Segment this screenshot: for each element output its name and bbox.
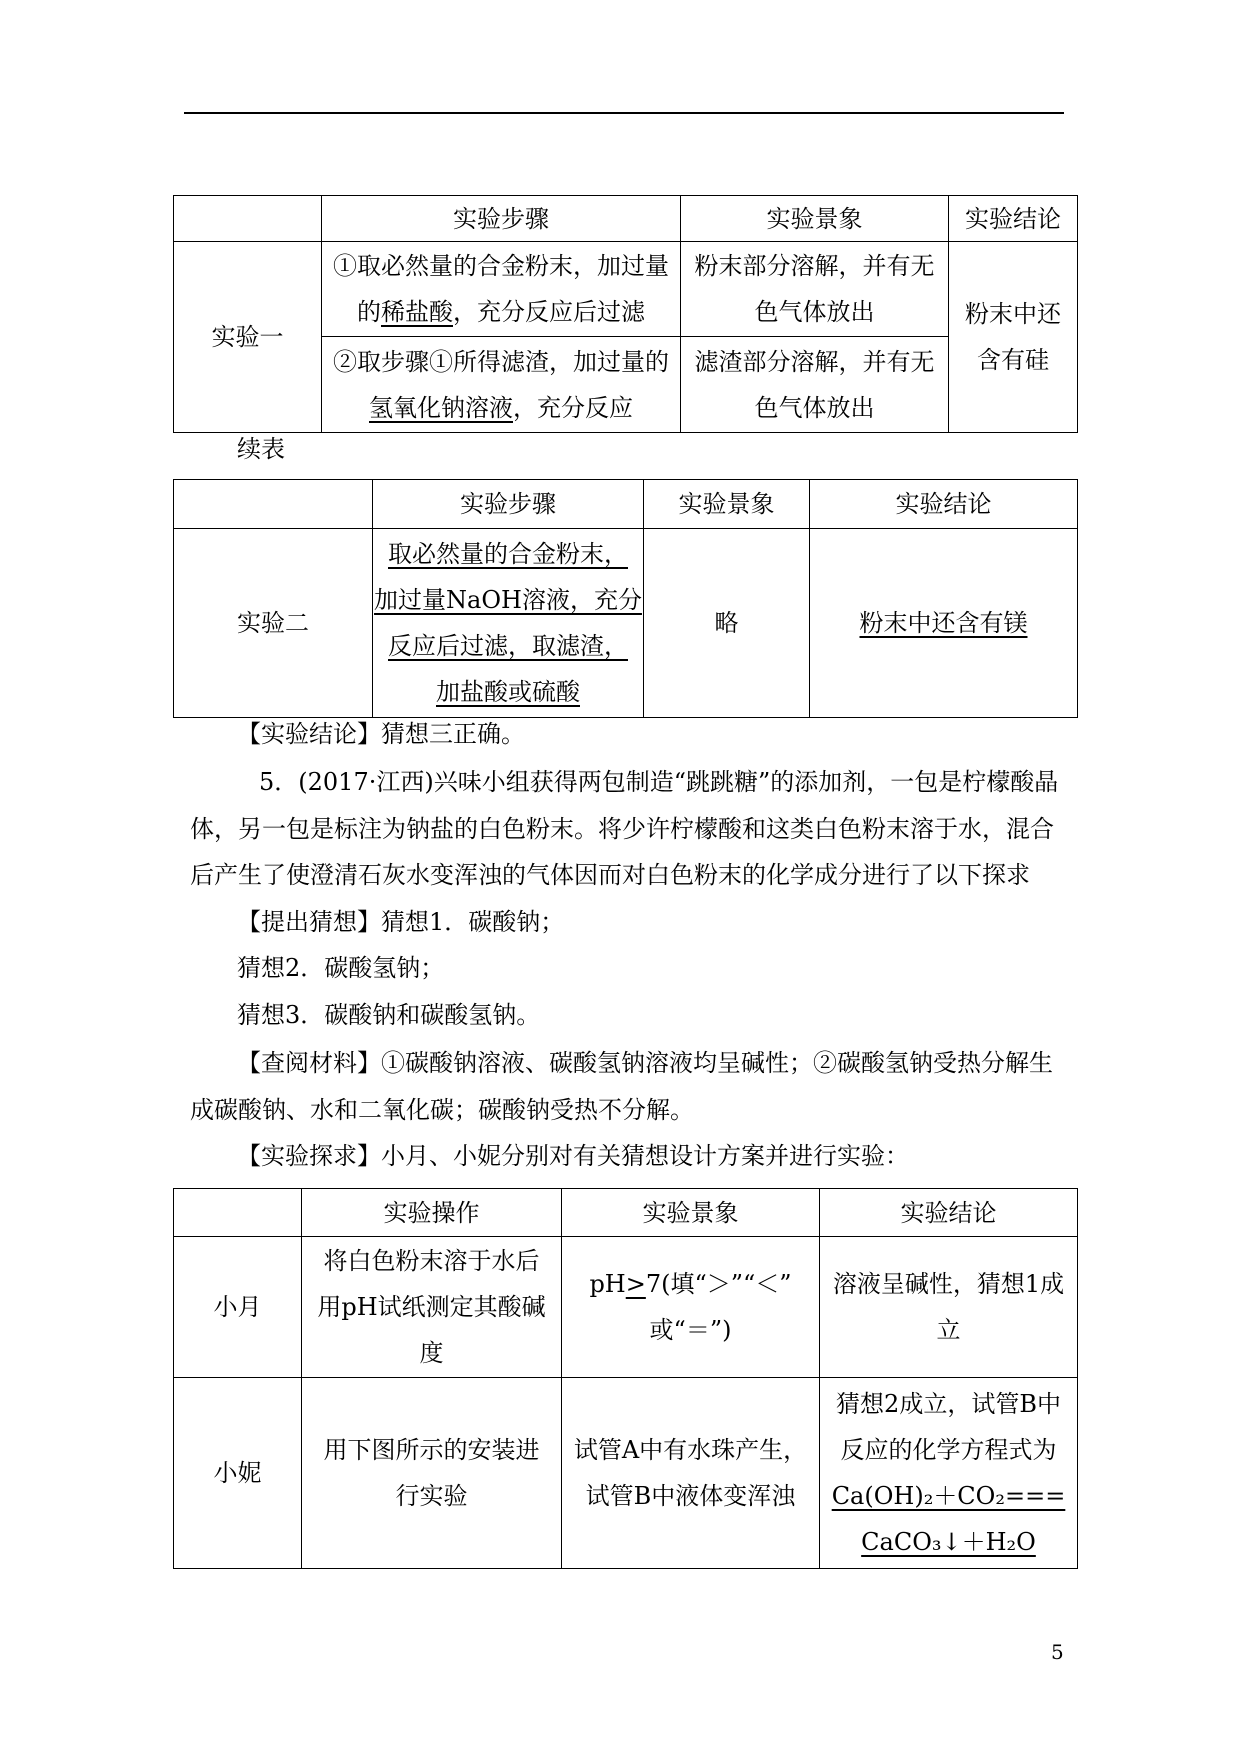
equation-fill: Ca(OH)₂＋CO₂=== — [831, 1482, 1066, 1510]
header-phenomenon: 实验景象 — [678, 490, 775, 518]
step-line — [322, 385, 680, 431]
step-line — [322, 289, 680, 335]
conclusion-line: 含有硅 — [977, 346, 1049, 374]
header-empty-cell — [174, 1189, 302, 1237]
hypothesis-line: 【提出猜想】猜想1．碳酸钠； — [237, 908, 565, 936]
phenomenon-text: 或“＝”) — [649, 1316, 732, 1344]
phenomenon-cell — [681, 337, 949, 433]
table-header-row — [174, 196, 1078, 242]
hypothesis-line: 猜想2．碳酸氢钠； — [237, 954, 445, 982]
header-cell — [562, 1189, 820, 1237]
conclusion-cell — [949, 242, 1078, 433]
experiment-table-1 — [173, 195, 1078, 433]
answer-fill: > — [625, 1270, 646, 1298]
hypothesis-line: 猜想3．碳酸钠和碳酸氢钠。 — [237, 1001, 541, 1029]
answer-fill: 加盐酸或硫酸 — [436, 678, 580, 706]
phenomenon-line: 略 — [714, 609, 739, 637]
conclusion-line: 反应的化学方程式为 — [840, 1436, 1057, 1464]
step-cell — [322, 337, 681, 433]
table-row — [174, 529, 1078, 718]
step-text: ①取必然量的合金粉末，加过量 — [333, 252, 669, 280]
phenomenon-text: 7(填“＞”“＜” — [645, 1270, 792, 1298]
phenomenon-line: 试管B中液体变浑浊 — [585, 1482, 796, 1510]
header-steps: 实验步骤 — [460, 490, 556, 518]
experiment-table-3 — [173, 1188, 1078, 1569]
phenomenon-cell — [562, 1237, 820, 1378]
header-cell — [820, 1189, 1078, 1237]
table-header-row — [174, 480, 1078, 529]
table-row — [174, 1378, 1078, 1569]
header-cell — [322, 196, 681, 242]
header-empty-cell — [174, 196, 322, 242]
header-rule — [184, 112, 1064, 114]
step-line — [373, 531, 643, 577]
experiment-label: 实验二 — [237, 609, 309, 637]
operation-line: 度 — [419, 1339, 444, 1367]
materials-line: 成碳酸钠、水和二氧化碳；碳酸钠受热不分解。 — [190, 1096, 694, 1124]
operation-cell — [302, 1237, 562, 1378]
operation-line: 行实验 — [395, 1482, 468, 1510]
phenomenon-line: 试管A中有水珠产生， — [573, 1436, 808, 1464]
materials-line: 【查阅材料】①碳酸钠溶液、碳酸氢钠溶液均呈碱性；②碳酸氢钠受热分解生 — [237, 1049, 1053, 1077]
phenomenon-line: 粉末部分溶解，并有无 — [694, 252, 935, 280]
experiment-label-cell — [174, 529, 373, 718]
step-cell — [322, 242, 681, 337]
step-text: 的 — [357, 298, 381, 326]
phenomenon-cell — [681, 242, 949, 337]
conclusion-line: 立 — [936, 1316, 961, 1344]
step-text: ，充分反应 — [513, 393, 633, 422]
header-cell — [373, 480, 644, 529]
step-line — [322, 339, 680, 385]
conclusion-paragraph: 【实验结论】猜想三正确。 — [237, 720, 525, 748]
student-label-cell — [174, 1237, 302, 1378]
conclusion-line: 粉末中还 — [965, 300, 1061, 328]
continued-label: 续表 — [237, 435, 285, 463]
phenomenon-line — [562, 1261, 819, 1307]
header-operation: 实验操作 — [383, 1198, 480, 1227]
equation-line — [820, 1519, 1077, 1565]
answer-fill: 反应后过滤，取滤渣， — [388, 632, 628, 660]
step-cell — [373, 529, 644, 718]
answer-fill: 加过量NaOH溶液，充分 — [374, 586, 642, 614]
explore-paragraph: 【实验探求】小月、小妮分别对有关猜想设计方案并进行实验： — [237, 1142, 909, 1170]
phenomenon-line: 滤渣部分溶解，并有无 — [694, 347, 935, 376]
student-label-cell — [174, 1378, 302, 1569]
conclusion-line: 溶液呈碱性，猜想1成 — [832, 1270, 1065, 1298]
conclusion-line: 猜想2成立，试管B中 — [836, 1390, 1061, 1418]
experiment-label-cell — [174, 242, 322, 433]
step-line — [322, 243, 680, 289]
header-cell — [681, 196, 949, 242]
answer-fill: 稀盐酸 — [381, 298, 453, 326]
answer-fill: 取必然量的合金粉末， — [388, 540, 628, 568]
student-label: 小妮 — [213, 1459, 262, 1487]
phenomenon-cell — [644, 529, 810, 718]
experiment-table-2 — [173, 479, 1078, 718]
phenomenon-line — [562, 1307, 819, 1353]
table-header-row — [174, 1189, 1078, 1237]
equation-line — [820, 1473, 1077, 1519]
header-empty-cell — [174, 480, 373, 529]
conclusion-cell — [810, 529, 1078, 718]
answer-fill: 粉末中还含有镁 — [859, 609, 1028, 637]
operation-line: 将白色粉末溶于水后 — [323, 1247, 540, 1275]
operation-line: 用下图所示的安装进 — [323, 1436, 540, 1464]
conclusion-line — [810, 600, 1077, 646]
header-cell — [302, 1189, 562, 1237]
phenomenon-line: 色气体放出 — [754, 393, 875, 422]
step-text: ②取步骤①所得滤渣，加过量的 — [333, 347, 669, 376]
header-cell — [810, 480, 1078, 529]
operation-line: 用pH试纸测定其酸碱 — [317, 1293, 546, 1321]
phenomenon-line: 色气体放出 — [754, 298, 875, 326]
header-conclusion: 实验结论 — [895, 490, 992, 518]
step-line — [373, 577, 643, 623]
header-conclusion: 实验结论 — [900, 1198, 997, 1227]
header-phenomenon: 实验景象 — [766, 204, 863, 233]
student-label: 小月 — [213, 1293, 262, 1321]
phenomenon-cell — [562, 1378, 820, 1569]
phenomenon-text: pH — [589, 1270, 626, 1298]
question-5-line: 体，另一包是标注为钠盐的白色粉末。将少许柠檬酸和这类白色粉末溶于水，混合 — [190, 815, 1054, 843]
header-steps: 实验步骤 — [453, 204, 549, 233]
header-cell — [644, 480, 810, 529]
page-number: 5 — [1051, 1640, 1064, 1664]
step-text: ，充分反应后过滤 — [453, 298, 645, 326]
header-conclusion: 实验结论 — [965, 204, 1061, 233]
table-row — [174, 242, 1078, 337]
experiment-label: 实验一 — [211, 323, 284, 351]
table-row — [174, 1237, 1078, 1378]
header-cell — [949, 196, 1078, 242]
step-line — [373, 623, 643, 669]
question-5-line: 后产生了使澄清石灰水变浑浊的气体因而对白色粉末的化学成分进行了以下探求 — [190, 861, 1030, 889]
answer-fill: 氢氧化钠溶液 — [369, 393, 513, 422]
equation-fill: CaCO₃↓＋H₂O — [861, 1528, 1036, 1556]
conclusion-cell — [820, 1378, 1078, 1569]
question-5-line: 5．(2017·江西)兴味小组获得两包制造“跳跳糖”的添加剂，一包是柠檬酸晶 — [259, 768, 1059, 796]
step-line — [373, 669, 643, 715]
conclusion-cell — [820, 1237, 1078, 1378]
operation-cell — [302, 1378, 562, 1569]
header-phenomenon: 实验景象 — [642, 1198, 739, 1227]
